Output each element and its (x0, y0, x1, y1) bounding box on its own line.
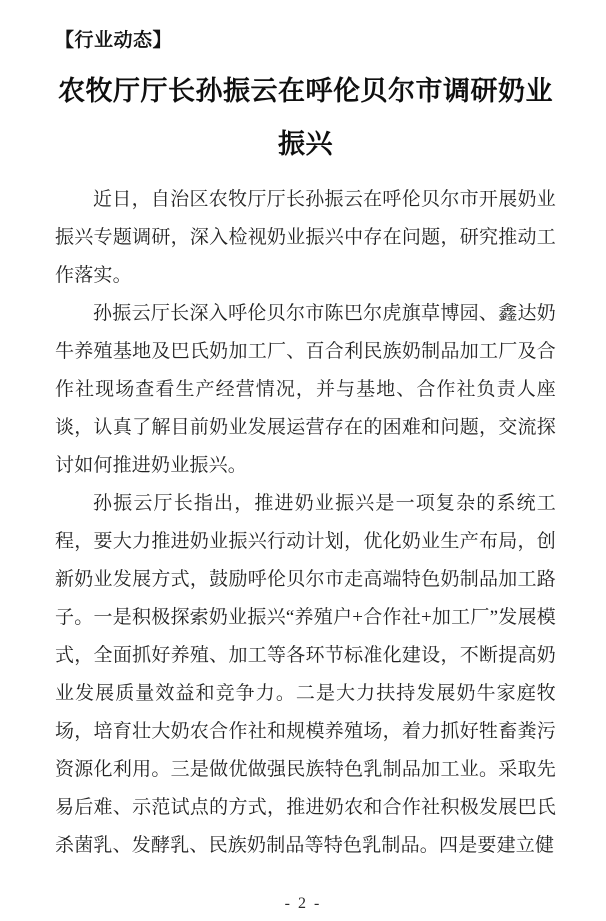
paragraph-1: 近日，自治区农牧厅厅长孙振云在呼伦贝尔市开展奶业振兴专题调研，深入检视奶业振兴中存在问题，研究推动工作落实。 (55, 189, 556, 286)
document-body (55, 181, 556, 865)
page-title: 农牧厅厅长孙振云在呼伦贝尔市调研奶业振兴 (58, 76, 553, 159)
paragraph-3: 孙振云厅长指出，推进奶业振兴是一项复杂的系统工程，要大力推进奶业振兴行动计划，优化奶业生产布局，创新奶业发展方式，鼓励呼伦贝尔市走高端特色奶制品加工路子。一是积极探索奶业振兴“养殖户+合作社+加工厂”发展模式，全面抓好养殖、加工等各环节标准化建设，不断提高奶业发展质量效益和竞争力。二是大力扶持发展奶牛家庭牧场，培育壮大奶农合作社和规模养殖场，着力抓好牲畜粪污资源化利用。三是做优做强民族特色乳制品加工业。采取先易后难、示范试点的方式，推进奶农和合作社积极发展巴氏杀菌乳、发酵乳、民族奶制品等特色乳制品。四是要建立健 (55, 493, 556, 856)
paragraph-2: 孙振云厅长深入呼伦贝尔市陈巴尔虎旗草博园、鑫达奶牛养殖基地及巴氏奶加工厂、百合利民族奶制品加工厂及合作社现场查看生产经营情况，并与基地、合作社负责人座谈，认真了解目前奶业发展运营存在的困难和问题，交流探讨如何推进奶业振兴。 (55, 303, 556, 476)
page-number: - 2 - (284, 895, 322, 912)
section-tag: 【行业动态】 (55, 30, 173, 51)
